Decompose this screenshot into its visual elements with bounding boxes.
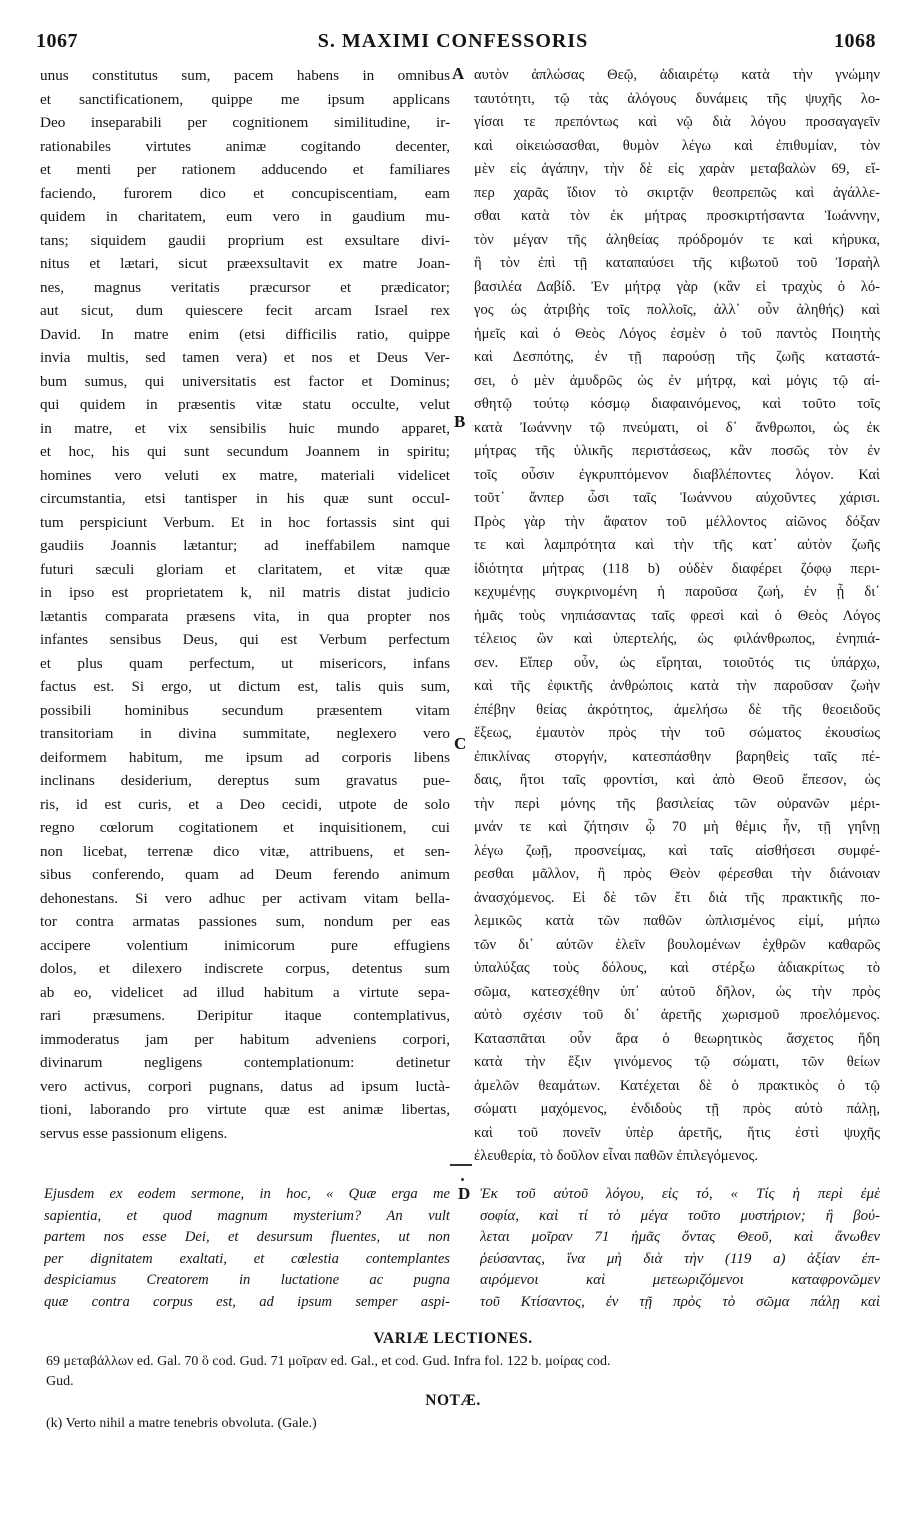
greek-column: [474, 64, 880, 1169]
greek-text-line: ἡμᾶς τοὺς νηπιάσαντας ταῖς φρεσὶ καὶ ὁ Θεὸς Λόγος: [474, 607, 880, 624]
latin-text-line: sibus conferendo, quam ad Deum ferendo animum: [40, 866, 450, 883]
greek-text-line: τε καὶ λαμπρότητα καὶ τὴν τῆς κατ᾽ αὐτὸν ζωῆς: [474, 537, 880, 553]
latin-text-line: infantes sensibus Deus, qui est Verbum perfectum: [40, 631, 450, 648]
latin-text-line: inclinans desiderium, dereptus sum gravatus pue-: [40, 772, 450, 789]
latin-text-line: rari præsumens. Deripitur itaque contemplativus,: [40, 1007, 450, 1024]
notae-line-1: (k) Verto nihil a matre tenebris obvoluta. (Gale.): [46, 1416, 317, 1431]
greek-text-line: ταυτότητι, τῷ τὰς ἀλόγους δυνάμεις τῆς ψυχῆς λο-: [474, 90, 880, 107]
latin-text-line: possibili hominibus secundum præsentem vitam: [40, 701, 450, 719]
margin-marker-a: A: [452, 64, 465, 83]
latin-text-line: bum sumus, qui universitatis est factor et Dominus;: [40, 372, 450, 390]
greek-text-line: μήτρας τῆς ὑλικῆς περιστάσεως, κἂν ποσῶς τὸν ἐν: [474, 443, 880, 459]
latin-text-line: regno cœlorum cogitationem et inquisitionem, cui: [40, 819, 450, 836]
latin-text-line: et sanctificationem, quippe me ipsum applicans: [40, 90, 450, 108]
latin-text-line: circumstantia, etsi tantisper in his quæ sunt occul-: [40, 490, 450, 507]
greek-text-line: τὴν περὶ μόνης τῆς βασιλείας τῶν οὐρανῶν μέρι-: [474, 795, 880, 812]
greek-text-line: σει, ὁ μὲν ἀμυδρῶς ὡς ἐν μήτρᾳ, καὶ μόγις τῷ αἰ-: [474, 372, 880, 389]
latin-italic-line: partem nos esse Dei, et desursum fluentes, ut non: [44, 1229, 450, 1245]
variae-heading: VARIÆ LECTIONES.: [373, 1330, 533, 1347]
latin-text-line: Deo inseparabili per cognitionem similitudine, ir-: [40, 114, 450, 131]
greek-text-line: σώματι μαχόμενος, ἐνδιδοὺς τῇ πρὸς αὐτὸ πάλῃ,: [474, 1101, 880, 1117]
latin-text-line: ab eo, videlicet ad illud habitum a virtute sepa-: [40, 983, 450, 1001]
latin-text-line: deiformem habitum, me ipsum ad corporis libens: [40, 748, 450, 766]
right-page-number: 1068: [834, 30, 876, 52]
latin-italic-block: [44, 1184, 450, 1313]
latin-text-line: faciendo, furorem dico et concupiscentiam, eam: [40, 184, 450, 202]
latin-text-line: dehonestans. Si vero adhuc per activam vitam bella-: [40, 889, 450, 907]
greek-text-line: ἕξεως, ἐμαυτὸν πρὸς τὴν τοῦ σώματος ἐκουσίως: [474, 725, 880, 741]
greek-italic-line: αιρόμενοι καὶ μετεωριζόμενοι καταφρονῶμεν: [480, 1272, 880, 1288]
latin-text-line: lætantis comparata præsens vita, in qua propter nos: [40, 607, 450, 625]
greek-text-line: τοῖς οὖσιν ἐγκρυπτόμενον διαβλέποντες λόγον. Καὶ: [474, 466, 880, 483]
latin-text-line: quidem in charitatem, eum vero in gaudium mu-: [40, 208, 450, 225]
variae-line-1: 69 μεταβάλλων ed. Gal. 70 ὃ cod. Gud. 71 μοῖραν ed. Gal., et cod. Gud. Infra fol. 122 b. μοίρας cod.: [46, 1354, 611, 1369]
greek-text-line: κατὰ τὴν ἕξιν γινόμενος τῷ σώματι, τῶν θείων: [474, 1054, 880, 1070]
latin-text-line: tum perspiciunt Verbum. Et in hoc fortassis sint qui: [40, 513, 450, 531]
latin-text-line: gaudiis Joannis lætantur; ad ineffabilem namque: [40, 537, 450, 554]
latin-column: [40, 64, 450, 1145]
latin-text-line: et hoc, his qui sunt secundum Joannem in spiritu;: [40, 443, 450, 460]
greek-text-line: Κατασπᾶται οὖν ἄρα ὁ θεωρητικὸς ἄσχετος ἤδη: [474, 1030, 880, 1047]
greek-italic-line: σοφία, καὶ τί τὸ μέγα τοῦτο μυστήριον; ἢ βού-: [480, 1207, 880, 1224]
greek-text-line: γίσαι τε πρεπόντως καὶ νῷ διὰ λόγου προσαγαγεῖν: [474, 114, 880, 130]
greek-text-line: γος ὡς ἀτριβὴς τοῖς πολλοῖς, ἀλλ᾽ οὖν ἀληθής) καὶ: [474, 302, 880, 318]
greek-text-line: τῶν δι᾽ αὐτῶν ἑλεῖν βουλομένων ἐχθρῶν καθαρῶς: [474, 936, 880, 953]
latin-text-line: dolos, et dilexero indiscrete corpus, detentus sum: [40, 960, 450, 977]
latin-text-line: tans; siquidem gaudii proprium est exsultare divi-: [40, 231, 450, 249]
greek-text-line: Πρὸς γὰρ τὴν ἄφατον τοῦ μέλλοντος αἰῶνος δόξαν: [474, 513, 880, 530]
greek-text-line: αὐτὸ σχέσιν τοῦ δι᾽ ἀρετῆς χωρισμοῦ προελόμενος.: [474, 1007, 880, 1023]
latin-text-line: unus constitutus sum, pacem habens in omnibus: [40, 67, 450, 84]
greek-text-line: καὶ τοῦ πονεῖν ὑπὲρ ἀρετῆς, ἥτις ἐστὶ ψυχῆς: [474, 1124, 880, 1141]
latin-italic-line: despiciamus Creatorem in luctatione ac pugna: [44, 1272, 450, 1288]
greek-text-line: ἀνασχόμενος. Εἰ δὲ τῶν ἔτι διὰ τῆς πρακτικῆς πο-: [474, 889, 880, 906]
latin-text-line: divinarum negligens contemplationum: detinetur: [40, 1054, 450, 1071]
greek-text-line: ἰδιότητα μήτρας (118 b) οὐδὲν διαφέρει ζόφῳ περι-: [474, 560, 880, 577]
latin-text-line: et menti per rationem adducendo et familiares: [40, 161, 450, 178]
latin-text-line: rationabiles virtutes animæ cogitando decenter,: [40, 137, 450, 155]
greek-text-line: ἐπέβην θείας ἀκρότητος, ἀμελήσω δὲ τῆς θεοειδοῦς: [474, 701, 880, 718]
greek-text-line: μνάν τε καὶ ζήτησιν ᾧ 70 μὴ θέμις ἦν, τῇ γηΐνῃ: [474, 819, 880, 835]
latin-text-line: tioni, laborando pro virtute quæ est animæ libertas,: [40, 1101, 450, 1118]
greek-text-line: καὶ τῆς ἐφικτῆς ἀνθρώποις κατὰ τὴν παροῦσαν ζωὴν: [474, 678, 880, 694]
greek-text-line: κατὰ Ἰωάννην τῷ πνεύματι, οἱ δ᾽ ἄνθρωποι, ὡς ἐκ: [474, 419, 880, 436]
latin-italic-line: per dignitatem exaltati, et cœlestia contemplantes: [44, 1250, 450, 1267]
greek-text-line: ρεσθαι μᾶλλον, ἢ πρὸς Θεὸν φέρεσθαι τὴν διάνοιαν: [474, 866, 880, 882]
greek-italic-line: λεται μοῖραν 71 ἡμᾶς ὄντας Θεοῦ, καὶ ἄνωθεν: [480, 1229, 880, 1245]
greek-text-line: λέγω ζωῇ, προσνείμας, καὶ ταῖς αἰσθήσεσι συμφέ-: [474, 842, 880, 859]
greek-text-line: σεν. Εἴπερ οὖν, ὡς εἴρηται, τοιοῦτός τις ὑπάρχω,: [474, 654, 880, 671]
latin-text-line: aut sicut, dum quiescere fecit arcam Israel rex: [40, 302, 450, 319]
greek-text-line: ὑπαλύξας τοὺς δόλους, καὶ στέρξω ἀδιακρίτως τὸ: [474, 960, 880, 976]
greek-text-line: κεχυμένῃς συγκρινομένη ἡ παροῦσα ζωή, ἐν ᾗ δι᾽: [474, 584, 880, 600]
greek-text-line: τοῦτ᾽ ἄνπερ ὦσι ταῖς Ἰωάννου αὐχοῦντες χάρισι.: [474, 490, 880, 506]
latin-text-line: homines vero veluti ex matre, materiali videlicet: [40, 466, 450, 484]
latin-text-line: immoderatus jam per habitum adveniens corpori,: [40, 1030, 450, 1048]
greek-text-line: σθητῷ τούτῳ κόσμῳ διαφαινόμενος, καὶ τοῦτο τοῖς: [474, 396, 880, 412]
greek-text-line: βασιλέα Δαβίδ. Ἐν μήτρᾳ γὰρ (κἂν εἰ τραχὺς ὁ λό-: [474, 278, 880, 295]
latin-italic-line: sapientia, et quod magnum mysterium? An vult: [44, 1207, 450, 1224]
greek-text-line: ἐπικλίνας στοργήν, κατεσπάσθην βαρηθεὶς ταῖς πέ-: [474, 748, 880, 765]
greek-text-line: περ χαρᾶς ἴδιον τὸ σκιρτᾷν θεοπρεπῶς καὶ ἀγάλλε-: [474, 184, 880, 201]
latin-text-line: ris, id est curis, et a Deo cecidi, utpote de solo: [40, 795, 450, 813]
greek-italic-line: τοῦ Κτίσαντος, ἐν τῇ πρὸς τὸ σῶμα πάλῃ καὶ: [480, 1293, 880, 1310]
greek-text-line: μὲν εἰς ἀγάπην, τὴν δὲ εἰς χαρὰν μεταβαλὼν 69, εἴ-: [474, 161, 880, 177]
greek-text-line: καὶ Δεσπότης, ἐν τῇ παρούσῃ τῆς ζωῆς καταστά-: [474, 349, 880, 365]
latin-text-line: vero activus, corpori pugnans, datus ad ipsum luctà-: [40, 1077, 450, 1095]
section-separator: [450, 1164, 472, 1166]
latin-italic-line: Ejusdem ex eodem sermone, in hoc, « Quæ erga me: [44, 1186, 450, 1202]
latin-text-line: futuri sæculi gloriam et claritatem, et vitæ quæ: [40, 560, 450, 578]
greek-text-line: σθαι κατὰ τὸν ἐκ μήτρας προσκιρτήσαντα Ἰωάννην,: [474, 208, 880, 224]
latin-text-line: David. In matre enim (etsi difficilis ratio, quippe: [40, 325, 450, 343]
margin-marker-b: B: [454, 412, 466, 431]
latin-text-line: accipere volentium inimicorum pure effugiens: [40, 936, 450, 954]
left-page-number: 1067: [36, 30, 78, 52]
greek-text-line: ἀμελῶν θεαμάτων. Κατέχεται δὲ ὁ πρακτικὸς ὁ τῷ: [474, 1077, 880, 1094]
greek-text-line: καὶ οἰκειώσασθαι, θυμὸν λέγω καὶ ἐπιθυμίαν, τὸν: [474, 137, 880, 154]
variae-notes: [46, 1352, 882, 1392]
greek-italic-line: ῥεύσαντας, ἵνα μὴ διὰ τὴν (119 a) ἀξίαν ἐπ-: [480, 1250, 880, 1267]
latin-text-line: in matre, et vix sensibilis huic mundo apparet,: [40, 419, 450, 437]
greek-text-line: τέλειος ὢν καὶ ὑπερτελής, ὡς φιλάνθρωπος, ἐνηπιά-: [474, 631, 880, 647]
latin-text-line: non licebat, terrenæ dico vitæ, attribuens, et sen-: [40, 842, 450, 860]
greek-text-line: δαις, ἤτοι ταῖς φροντίσι, καὶ ἀπὸ Θεοῦ ἔπεσον, ὡς: [474, 772, 880, 788]
latin-text-line: qui quidem in præsentis vitæ statu occulte, velut: [40, 396, 450, 413]
greek-text-line: αυτὸν ἁπλώσας Θεῷ, ἀδιαιρέτῳ κατὰ τὴν γνώμην: [474, 67, 880, 83]
greek-italic-block: [480, 1184, 880, 1313]
greek-text-line: τὸν μέγαν τῆς ἀληθείας πρόδρομόν τε καὶ κήρυκα,: [474, 231, 880, 248]
margin-marker-d: D: [458, 1184, 471, 1203]
latin-text-line: nitus et lætari, sicut præexsultavit ex matre Joan-: [40, 255, 450, 272]
greek-text-line: ἐλευθερία, τὸ δοῦλον εἶναι παθῶν ἐπιλεγόμενος.: [474, 1148, 759, 1164]
latin-text-line: et plus quam perfectum, ut misericors, infans: [40, 654, 450, 672]
latin-text-line: in ipso est proprietatem k, nil matris distat judicio: [40, 584, 450, 601]
latin-text-line: servus esse passionum eligens.: [40, 1124, 228, 1142]
margin-marker-c: C: [454, 734, 467, 753]
greek-text-line: ἢ τὸν ἐπὶ τῇ καταπαύσει τῆς κιβωτοῦ τοῦ Ἰσραὴλ: [474, 255, 880, 271]
running-title: S. MAXIMI CONFESSORIS: [317, 30, 589, 52]
notae-notes: [46, 1414, 882, 1434]
greek-text-line: λεμικῶς κατὰ τῶν παθῶν ὡπλισμένος εἰμί, μήπω: [474, 913, 880, 929]
latin-text-line: transitoriam in divina summitate, neglexero vero: [40, 725, 450, 742]
greek-text-line: σῶμα, κατεσχέθην ὑπ᾽ αὐτοῦ δῆλον, ὡς τὴν πρὸς: [474, 983, 880, 1000]
latin-italic-line: quæ contra corpus est, ad ipsum semper aspi-: [44, 1293, 450, 1310]
latin-text-line: invia multis, sed tamen vera) et nos et Deus Ver-: [40, 349, 450, 366]
latin-text-line: factus est. Si ergo, ut dictum est, talis quis sum,: [40, 678, 450, 695]
greek-text-line: ἡμεῖς καὶ ὁ Θεὸς Λόγος ἐσμὲν ὁ τοῦ παντὸς Ποιητὴς: [474, 325, 880, 342]
greek-italic-line: Ἐκ τοῦ αὐτοῦ λόγου, εἰς τό, « Τίς ἡ περὶ ἐμὲ: [480, 1186, 880, 1202]
latin-text-line: nes, magnus veritatis præcursor et prædicator;: [40, 278, 450, 296]
notae-heading: NOTÆ.: [425, 1392, 481, 1409]
separator-dot: [461, 1178, 464, 1181]
variae-line-2: Gud.: [46, 1374, 74, 1389]
latin-text-line: tor contra armatas passiones sum, nondum per eas: [40, 913, 450, 930]
